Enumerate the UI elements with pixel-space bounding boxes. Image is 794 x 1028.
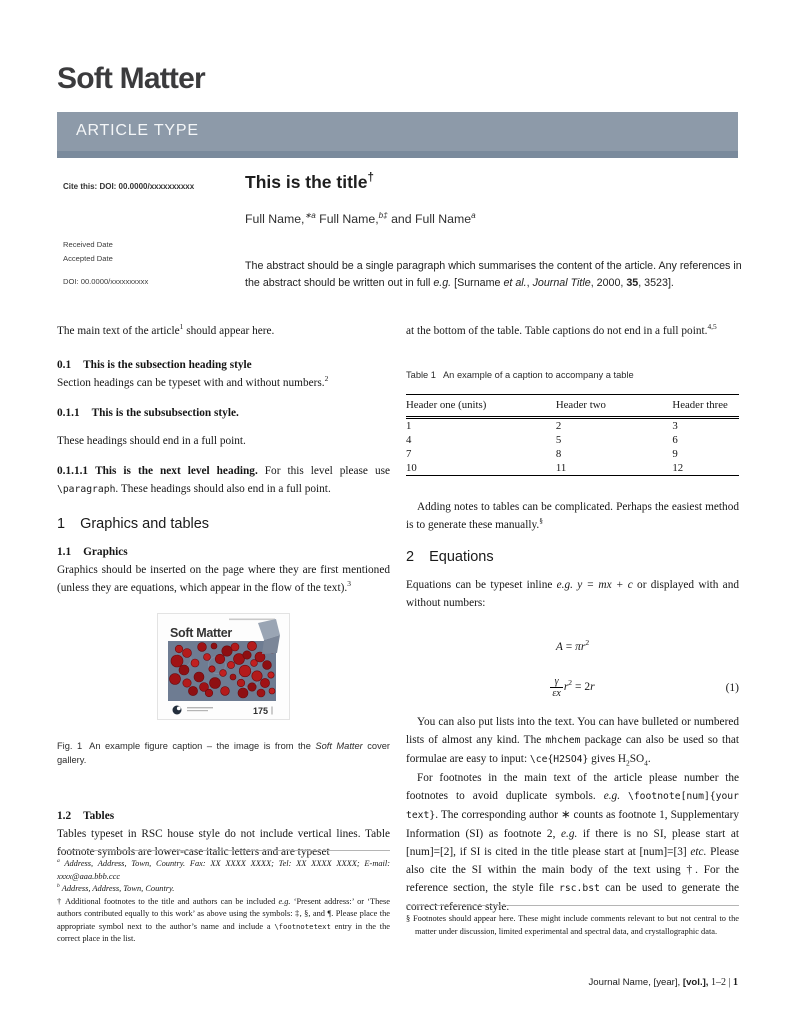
table-header-row bbox=[406, 395, 739, 418]
section-heading-graphics-tables: 1 Graphics and tables bbox=[57, 516, 210, 532]
cover-issue-number: 175 bbox=[253, 706, 269, 716]
authors-line: Full Name,$^{∗a}$ Full Name,$^{b\ddagger}$ and Full Name$^a$ bbox=[245, 210, 476, 226]
page-footer: Journal Name, [year], [vol.], 1–2 | 1 bbox=[588, 977, 738, 988]
fraction: $\frac{\gamma}{\varepsilon x}$ bbox=[552, 676, 561, 699]
left-footnotes bbox=[57, 850, 390, 946]
received-date: Received Date bbox=[63, 240, 113, 249]
journal-logo: Soft Matter bbox=[57, 62, 205, 95]
figure-1 bbox=[57, 613, 390, 726]
section-heading-equations: 2 Equations bbox=[406, 549, 494, 565]
table-row: 1 2 3 bbox=[406, 420, 678, 432]
footnote-rule bbox=[57, 850, 390, 851]
table-row: 7 8 9 bbox=[406, 448, 678, 460]
footnote-address-b: $^b$ Address, Address, Town, Country. bbox=[57, 883, 175, 893]
footnote-address-a: $^a$ Address, Address, Town, Country. Fax: XX XXXX XXXX; Tel: XX XXXX XXXX; E-mail: xxxx@aaa.bbb.ccc bbox=[57, 858, 390, 881]
table-caption: Table 1 An example of a caption to accompany a table bbox=[406, 370, 634, 380]
subsection-heading-1-2: 1.2 Tables bbox=[57, 810, 115, 822]
body-paragraph: Section headings can be typeset with and without numbers.$^2$ bbox=[57, 374, 329, 389]
footnote-rule bbox=[406, 905, 739, 906]
body-paragraph: Tables typeset in RSC house style do not include vertical lines. Table footnote symbols are lower-case italic letters and are typeset bbox=[57, 828, 390, 858]
article-type-bar bbox=[57, 112, 738, 158]
front-matter bbox=[57, 170, 747, 320]
body-paragraph: Equations can be typeset inline e.g. y = mx + c or displayed with and without numbers: bbox=[406, 579, 739, 609]
body-paragraph: The main text of the article$^1$ should appear here. bbox=[57, 322, 275, 337]
table-header-cell: Header three bbox=[672, 395, 739, 418]
table-row: 10 11 12 bbox=[406, 462, 684, 474]
cite-this-doi: Cite this: DOI: 00.0000/xxxxxxxxxx bbox=[63, 182, 195, 191]
doi-line: DOI: 00.0000/xxxxxxxxxx bbox=[63, 277, 149, 286]
right-column bbox=[406, 322, 739, 916]
body-paragraph: These headings should end in a full point. bbox=[57, 435, 246, 447]
body-paragraph: For footnotes in the main text of the article please number the footnotes to avoid duplicate symbols. e.g. \footnote[num]{your text}. The corresponding author ∗ counts as footnote 1, Supplementary Information (SI) as footnote 2, e.g. if there is no SI, please start at [num]=[2], if SI is cited in the title please start at [num]=[3] etc. Please also cite the SI within the main body of the text using †. For the reference section, the style file rsc.bst can be used to generate the correct reference style. bbox=[406, 772, 740, 913]
equation-number: (1) bbox=[725, 681, 739, 694]
cover-header-text bbox=[229, 619, 275, 621]
subsubsection-heading-0-1-1: 0.1.1 This is the subsubsection style. bbox=[57, 407, 239, 419]
subsection-heading-0-1: 0.1 This is the subsection heading style bbox=[57, 359, 252, 371]
body-paragraph: Adding notes to tables can be complicated. Perhaps the easiest method is to generate these manually.§ bbox=[406, 501, 739, 531]
body-paragraph: at the bottom of the table. Table captions do not end in a full point.$^{4,5}$ bbox=[406, 322, 717, 337]
left-column bbox=[57, 322, 390, 861]
footnote-dagger: † Additional footnotes to the title and authors can be included e.g. ‘Present address:’ or ‘These authors contributed equally to this work’ as above using the symbols: ‡, §, and ¶. Please place the appropriate symbol next to the author’s name and include a \footnotetext entry in the the correct place in the list. bbox=[57, 896, 391, 943]
cover-journal-title: Soft Matter bbox=[170, 626, 232, 640]
table-row: 4 5 6 bbox=[406, 434, 678, 446]
table-header-cell: Header two bbox=[556, 395, 673, 418]
abstract-text: The abstract should be a single paragraph which summarises the content of the article. Any references in the abstract should be written out in full e.g. [Surname et al., Journal Title, 2000, 35, 3523]. bbox=[245, 260, 742, 289]
subsection-heading-1-1: 1.1 Graphics bbox=[57, 546, 128, 558]
figure-cover-image bbox=[157, 613, 290, 720]
paragraph-heading-block: 0.1.1.1 This is the next level heading. For this level please use \paragraph. These headings should also end in a full point. bbox=[57, 465, 390, 495]
accepted-date: Accepted Date bbox=[63, 254, 113, 263]
footnote-section: § Footnotes should appear here. These might include comments relevant to but not central to the matter under discussion, limited experimental and spectral data, and crystallographic data. bbox=[406, 914, 739, 936]
article-title: This is the title† bbox=[245, 172, 374, 192]
data-table bbox=[406, 394, 739, 476]
right-footnotes bbox=[406, 905, 739, 938]
figure-caption: Fig. 1 An example figure caption – the image is from the Soft Matter cover gallery. bbox=[57, 741, 390, 765]
table-header-cell: Header one (units) bbox=[406, 395, 556, 418]
equation-1: $\frac{\gamma}{\varepsilon x}$ $r^2 = 2r$ (1) bbox=[552, 676, 739, 699]
body-paragraph: Graphics should be inserted on the page where they are first mentioned (unless they are equations, which appear in the flow of the text).$^3$ bbox=[57, 564, 390, 594]
equation-unnumbered: $A = \pi r^2$ bbox=[555, 638, 590, 653]
article-type-label: ARTICLE TYPE bbox=[76, 122, 199, 139]
body-paragraph: You can also put lists into the text. You can have bulleted or numbered lists of almost any kind. The mhchem package can also be used so that formulae are easy to input: \ce{H2SO4} gives $H_2SO_4$. bbox=[406, 716, 739, 768]
